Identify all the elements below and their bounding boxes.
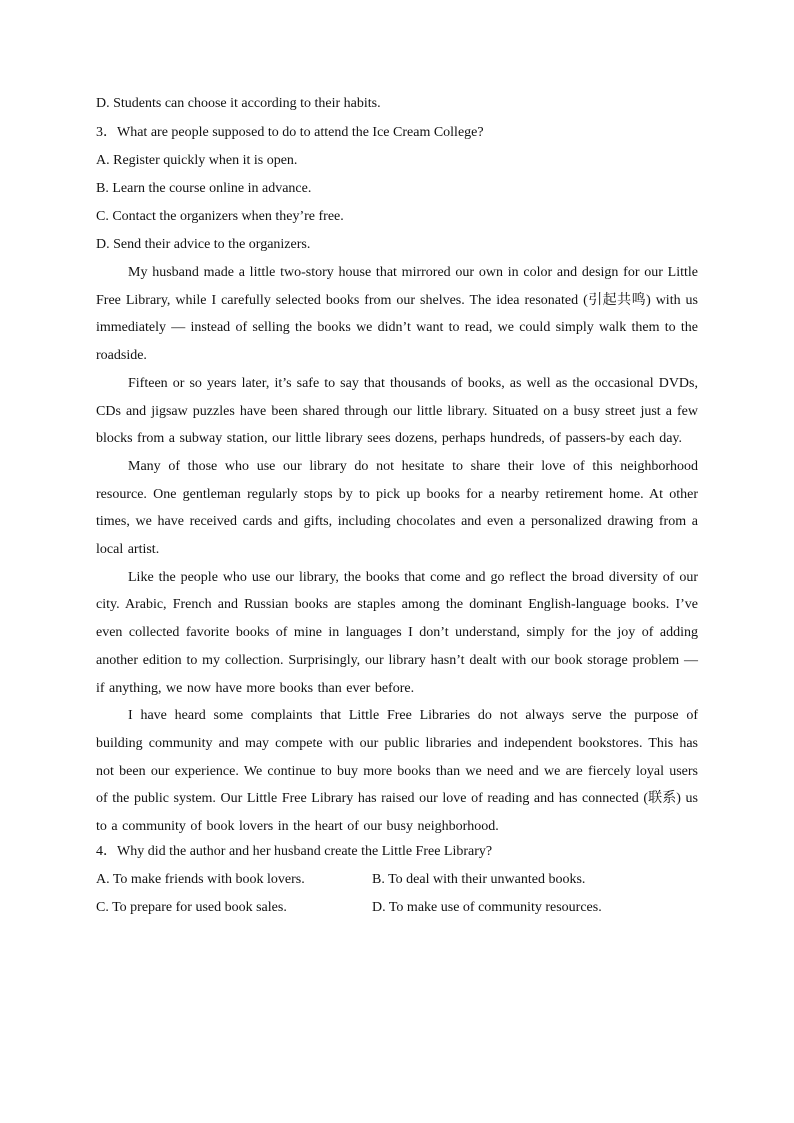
- page-content: [96, 95, 698, 917]
- question2-option-d: D. Students can choose it according to their habits.: [96, 96, 381, 111]
- question3-option-d: D. Send their advice to the organizers.: [96, 237, 311, 252]
- question3-option-c: C. Contact the organizers when they’re free.: [96, 209, 344, 224]
- question3-stem: 3．What are people supposed to do to attend the Ice Cream College?: [96, 125, 484, 140]
- question3-option-b: B. Learn the course online in advance.: [96, 181, 312, 196]
- passage-paragraph-5: I have heard some complaints that Little Free Libraries do not always serve the purpose of building community and may compete with our public libraries and independent bookstores. This has not been our experience. We continue to buy more books than we need and we are fiercely loyal users of the public system. Our Little Free Library has raised our love of reading and has connected (联系) us to a community of book lovers in the heart of our busy neighborhood.: [96, 708, 698, 835]
- question4-option-b: B. To deal with their unwanted books.: [372, 871, 586, 887]
- question4-option-a: A. To make friends with book lovers.: [96, 871, 305, 887]
- passage-paragraph-4: Like the people who use our library, the books that come and go reflect the broad diversity of our city. Arabic, French and Russian books are staples among the dominant English-language books. I’ve even collected favorite books of mine in languages I don’t understand, simply for the joy of adding another edition to my collection. Surprisingly, our library hasn’t dealt with our book storage problem — if anything, we now have more books than ever before.: [96, 569, 698, 696]
- question4-options-row-2: [96, 899, 698, 917]
- question4-option-d: D. To make use of community resources.: [372, 899, 602, 915]
- question4-option-c: C. To prepare for used book sales.: [96, 899, 287, 915]
- question4-options-row-1: [96, 871, 698, 889]
- passage-paragraph-3: Many of those who use our library do not hesitate to share their love of this neighborhood resource. One gentleman regularly stops by to pick up books for a nearby retirement home. At other times, we have received cards and gifts, including chocolates and even a personalized drawing from a local artist.: [96, 458, 698, 558]
- question3-option-a: A. Register quickly when it is open.: [96, 153, 298, 168]
- reading-passage: [96, 259, 698, 841]
- passage-paragraph-1: My husband made a little two-story house that mirrored our own in color and design for our Little Free Library, while I carefully selected books from our shelves. The idea resonated (引起共鸣) with us immediately — instead of selling the books we didn’t want to read, we could simply walk them to the roadside.: [96, 265, 698, 364]
- question4-stem: 4．Why did the author and her husband create the Little Free Library?: [96, 843, 493, 859]
- passage-paragraph-2: Fifteen or so years later, it’s safe to say that thousands of books, as well as the occasional DVDs, CDs and jigsaw puzzles have been shared through our little library. Situated on a busy street just a few blocks from a subway station, our little library sees dozens, perhaps hundreds, of passers-by each day.: [96, 375, 698, 447]
